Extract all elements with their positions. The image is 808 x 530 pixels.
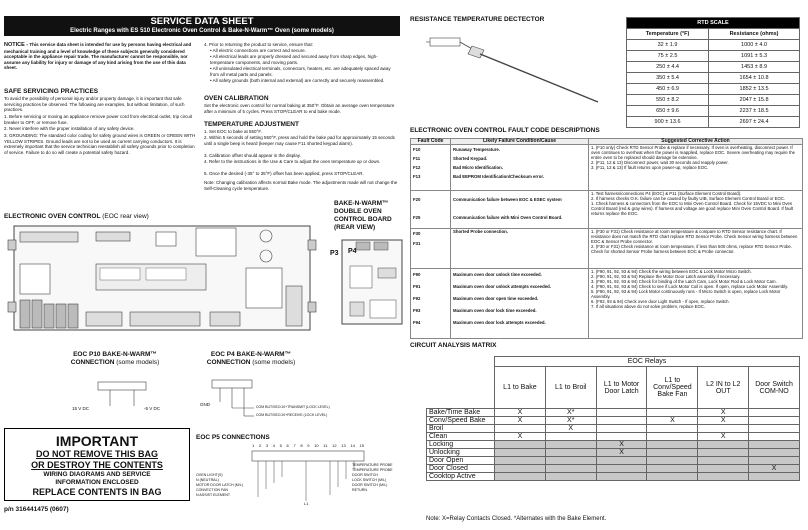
important-box <box>4 428 190 501</box>
p10-title: EOC P10 BAKE-N-WARM™ CONNECTION <box>70 351 157 366</box>
rtd-temp: 350 ± 5.4 <box>627 73 709 84</box>
double-oven-heading: BAKE-N-WARM™ DOUBLE OVEN CONTROL BOARD (REAR VIEW) <box>334 200 392 231</box>
safe-bullet-1: • All electric connections are correct and secure. <box>210 48 306 53</box>
rtd-temp: 650 ± 9.6 <box>627 106 709 117</box>
eoc-board-svg <box>6 224 318 332</box>
p10-diagram <box>70 370 180 420</box>
matrix-cell: X <box>596 449 647 457</box>
rtd-temp: 250 ± 4.4 <box>627 62 709 73</box>
matrix-cell <box>647 465 698 473</box>
p4-heading <box>196 351 306 367</box>
matrix-cell: X <box>698 433 749 441</box>
matrix-cell <box>495 465 546 473</box>
p4-line1-label: COM BUT/SEC/10+TRANSMIT (LOCK LEVEL) <box>256 405 330 409</box>
safe-item-1: 1. Before servicing or moving an appliance remove power cord from electrical outlet, trip circuit breaker to OFF, or remove fuse. <box>4 114 193 125</box>
matrix-cell <box>647 473 698 481</box>
safe-bullet-3: • All uninsulated electrical terminals, connectors, heaters, etc. are adequately spaced away from all metal parts and panels. <box>210 66 391 77</box>
p5-left-label: CONVECTION FAN <box>196 488 228 492</box>
p10-right-label: -5 V DC <box>144 406 161 411</box>
p5-heading: EOC P5 CONNECTIONS <box>196 434 270 441</box>
notice-block <box>4 42 198 71</box>
matrix-cell: X <box>647 417 698 425</box>
rtd-row <box>627 117 800 128</box>
fault-codes: F90 F91 F92 F93 F94 <box>411 269 451 339</box>
p4-diagram <box>198 370 336 424</box>
calibration-note: Note: Changing calibration affects normal Bake mode. The adjustments made will not change the Self-Cleaning cycle temperature. <box>204 180 398 191</box>
matrix-cell: X <box>545 425 596 433</box>
matrix-cell <box>647 441 698 449</box>
fault-col-cause: Likely Failure Condition/Cause <box>451 139 589 145</box>
matrix-cell <box>545 457 596 465</box>
fault-codes: F20 F25 <box>411 191 451 229</box>
matrix-cell <box>647 449 698 457</box>
fault-causes: Maximum oven door unlock time exceeded. Maximum oven door unlock attempts exceeded. Maximum oven door open time exceeded. Maximum oven door lock time exceeded. Maximum oven door lock attempts exceeded. <box>451 269 589 339</box>
rtd-row <box>627 73 800 84</box>
rtd-res: 2047 ± 15.8 <box>709 95 800 106</box>
matrix-cell <box>698 457 749 465</box>
fault-causes: Runaway Temperature. Shorted Keypad. Bad Micro Identification. Bad EEPROM Identification/Checksum error. <box>451 145 589 191</box>
rtd-row <box>627 62 800 73</box>
matrix-row <box>427 457 800 465</box>
fault-group-row <box>411 145 803 191</box>
matrix-col-header: L1 to Motor Door Latch <box>596 367 647 409</box>
p5-pin: 10 <box>314 443 319 448</box>
part-number: p/n 316441475 (0607) <box>4 506 69 513</box>
matrix-cell <box>749 457 800 465</box>
p5-pin: 7 <box>293 443 296 448</box>
p5-left-label: OVEN LIGHT(S) <box>196 473 223 477</box>
fault-causes: Communication failure between EOC & ESEC system Communication failure with Mini Oven Control Board. <box>451 191 589 229</box>
rtd-heading: RESISTANCE TEMPERATURE DECTECTOR <box>410 16 545 23</box>
matrix-col-header: L1 to Broil <box>545 367 596 409</box>
matrix-cell: X <box>698 417 749 425</box>
rtd-temp: 75 ± 2.5 <box>627 51 709 62</box>
safe-intro: To avoid the possibility of personal injury and/or property damage, it is important that safe servicing practices be observed. The following are examples, but without limitation, of such practices. <box>4 96 185 113</box>
calibration-step-3: 3. Calibration offset should appear in the display. <box>204 153 301 158</box>
calibration-step-4: 4. Refer to the instructions in the Use & Care to adjust the oven temperature up or down. <box>204 159 381 164</box>
matrix-cell <box>495 473 546 481</box>
rtd-row <box>627 106 800 117</box>
matrix-row-label: Door Closed <box>427 465 495 473</box>
p5-diagram <box>196 443 402 509</box>
circuit-matrix-table <box>426 356 800 481</box>
fault-group-row <box>411 269 803 339</box>
p5-pin: 2 <box>258 443 262 448</box>
rtd-res: 1091 ± 5.3 <box>709 51 800 62</box>
notice-text: This service data sheet is intended for use by persons having electrical and mechanical training and a level of knowledge of these subjects generally considered acceptable in the appliance repair trade. The manufacturer cannot be responsible, nor assume any liability for injury or damage of any kind arising from the use of this data sheet. <box>4 42 192 71</box>
fault-group-row <box>411 229 803 269</box>
matrix-row-label: Conv/Speed Bake <box>427 417 495 425</box>
matrix-cell <box>647 409 698 417</box>
matrix-row <box>427 417 800 425</box>
matrix-group-header: EOC Relays <box>495 357 800 367</box>
calibration-step-2: 2. Within 5 seconds of setting 550°F, press and hold the bake pad for approximately 15 seconds until a single beep is heard (keeper may cause F11 shorted keypad alarm). <box>204 135 395 146</box>
fault-action: 1. Test harness/connections P4 (EOC) & P11 (Surface Element Control Board). 2. If harness checks O.K. failure can be caused by faulty UIB, Surface Element Control Board or EOC. 1. Check harness & connectors from the EOC to Mini Oven Control Board. Check for 15VDC to Mini Oven Control Board (red & gray wires). If harness and voltage are good replace Mini Oven Control Board. If fault returns replace the EOC. <box>589 191 803 229</box>
safe-item-2: 2. Never interfere with the proper installation of any safety device. <box>4 126 135 131</box>
matrix-cell <box>596 465 647 473</box>
rtd-row <box>627 40 800 51</box>
matrix-cell <box>647 457 698 465</box>
matrix-row <box>427 409 800 417</box>
rtd-scale-table <box>626 17 800 128</box>
fault-col-action: Suggested Corrective Action <box>589 139 803 145</box>
matrix-cell <box>698 465 749 473</box>
matrix-cell <box>495 425 546 433</box>
matrix-cell <box>495 457 546 465</box>
p5-left-label: N (NEUTRAL) <box>196 478 219 482</box>
matrix-cell: X <box>495 433 546 441</box>
fault-codes: F10 F11 F12 F13 <box>411 145 451 191</box>
matrix-cell <box>596 417 647 425</box>
matrix-row <box>427 473 800 481</box>
p5-pin: 13 <box>341 443 346 448</box>
matrix-cell <box>698 425 749 433</box>
safe-item-3: 3. GROUNDING: The standard color coding for safety ground wires is GREEN or GREEN WITH YELLOW STRIPES. Ground leads are not to be used as current carrying conductors. It is extremely important that the service technician reestablish all safety grounds prior to completion of service. Failure to do so will create a potential safety hazard. <box>4 133 196 155</box>
matrix-cell <box>698 441 749 449</box>
rtd-temp: 550 ± 8.2 <box>627 95 709 106</box>
eoc-board-diagram <box>6 224 318 332</box>
p5-right-label: LOCK SWITCH (M/L) <box>352 478 387 482</box>
matrix-row-label: Clean <box>427 433 495 441</box>
p4-line2-label: COM BUT/SEC/10+RECEIVE (LOCK LEVEL) <box>256 413 328 417</box>
matrix-row <box>427 449 800 457</box>
matrix-cell: X <box>749 465 800 473</box>
important-title: IMPORTANT <box>55 433 139 449</box>
matrix-row-label: Unlocking <box>427 449 495 457</box>
p5-right-labels <box>352 463 402 493</box>
calibration-step-5: 5. Once the desired (-35° to 35°F) offset has been applied, press STOP/CLEAR. <box>204 171 364 176</box>
matrix-cell: X <box>596 441 647 449</box>
matrix-cell <box>545 473 596 481</box>
calibration-step-1: 1. Set EOC to bake at 550°F. <box>204 129 262 134</box>
p4-suffix: (some models) <box>252 359 296 366</box>
temp-adjust-heading: TEMPERATURE ADJUSTMENT <box>204 121 299 128</box>
matrix-cell <box>749 409 800 417</box>
matrix-cell <box>749 449 800 457</box>
matrix-cell <box>596 457 647 465</box>
fault-action: 1. (F90, 91, 92, 93 & 94) Check the wiring between EOC & Lock Motor Micro Switch. 2. (F90, 91, 92, 93 & 94) Replace the Motor Door Latch assembly if necessary. 3. (F90, 91, 92, 93 & 94) Check for binding of the Latch Cam, Lock Motor Rod & Lock Motor Cam. 4. (F90, 91, 92, 93 & 94) Check to see if Lock Motor Coil is open. If open, replace Lock Motor Assembly. 5. (F90, 91, 92, 93 & 94) Lock Motor continuously runs - If Micro Switch is open, replace Lock Motor Assembly. 6. (F92, 93 & 94) Check oven door Light Switch - If open, replace Switch. 7. If all situations above do not solve problem, replace EOC. <box>589 269 803 339</box>
notice-label: NOTICE - <box>4 42 29 48</box>
matrix-cell: X <box>495 417 546 425</box>
p5-pin: 14 <box>350 443 355 448</box>
p5-pin: 8 <box>300 443 303 448</box>
matrix-col-header: Door Switch COM-NO <box>749 367 800 409</box>
p5-right-label: TEMPERATURE PROBE <box>352 463 393 467</box>
matrix-cell: X <box>495 409 546 417</box>
p5-pin: 11 <box>323 443 328 448</box>
rtd-probe-drawing <box>418 28 608 108</box>
matrix-cell <box>545 433 596 441</box>
safe-item-4: 4. Prior to returning the product to service, ensure that: <box>204 42 314 47</box>
page-title: SERVICE DATA SHEET <box>4 16 400 27</box>
p5-left-label: MOTOR DOOR LATCH (M/L) <box>196 483 243 487</box>
p5-pin: 15 <box>359 443 364 448</box>
double-oven-board <box>330 236 406 328</box>
safe-bullet-4: • All safety grounds (both internal and external) are correctly and securely reassembled. <box>210 78 385 83</box>
p5-pin: 4 <box>272 443 275 448</box>
safe-bullet-2: • All electrical leads are properly dressed and secured away from sharp edges, high-temperature components, and moving parts. <box>210 54 378 65</box>
p5-pin: 1 <box>252 443 255 448</box>
p5-l1-label: L1 <box>304 501 309 506</box>
rtd-res: 2237 ± 18.5 <box>709 106 800 117</box>
p5-pin: 9 <box>307 443 310 448</box>
matrix-row-label: Locking <box>427 441 495 449</box>
fault-codes: F30 F31 <box>411 229 451 269</box>
rtd-col-temp: Temperature (°F) <box>627 29 709 40</box>
rtd-temp: 450 ± 6.9 <box>627 84 709 95</box>
matrix-cell <box>545 449 596 457</box>
rtd-res: 1453 ± 8.9 <box>709 62 800 73</box>
p5-right-label: DOOR SWITCH (M/L) RETURN <box>352 483 388 492</box>
matrix-cell <box>495 441 546 449</box>
matrix-cell <box>545 441 596 449</box>
matrix-row <box>427 465 800 473</box>
eoc-heading-suffix: (EOC rear view) <box>102 213 149 220</box>
important-line4: INFORMATION ENCLOSED <box>55 479 139 486</box>
fault-action: 1. (F30 or F31) Check resistance at room temperature & compare to RTD Sensor resistance chart. If resistance does not match the RTD chart replace RTD Sensor Probe. Check Sensor wiring harness between EOC & Sensor Probe connector. 2. (F30 or F31) Check resistance at room temperature, if less than 500 ohms, replace RTD Sensor Probe. Check for shorted Sensor Probe harness between EOC & Probe connector. <box>589 229 803 269</box>
matrix-cell: X* <box>545 409 596 417</box>
double-oven-board-svg <box>330 236 406 328</box>
matrix-row <box>427 433 800 441</box>
p5-left-labels <box>196 473 256 498</box>
rtd-temp: 900 ± 13.6 <box>627 117 709 128</box>
p10-svg <box>70 370 180 420</box>
p10-heading <box>60 351 170 367</box>
matrix-cell <box>749 441 800 449</box>
matrix-cell <box>596 433 647 441</box>
eoc-heading-text: ELECTRONIC OVEN CONTROL <box>4 213 101 220</box>
rtd-res: 1852 ± 13.5 <box>709 84 800 95</box>
important-line1: DO NOT REMOVE THIS BAG <box>35 449 158 459</box>
matrix-cell <box>495 449 546 457</box>
matrix-cell <box>647 433 698 441</box>
rtd-probe-svg <box>418 28 608 108</box>
p5-left-label: N ASSIST ELEMENT <box>196 493 231 497</box>
matrix-cell <box>698 449 749 457</box>
p5-pin: 3 <box>265 443 269 448</box>
p5-pin-numbers <box>252 443 364 448</box>
important-line2: OR DESTROY THE CONTENTS <box>31 460 163 470</box>
matrix-col-header: L1 to Conv/Speed Bake Fan <box>647 367 698 409</box>
matrix-col-header: L2 IN to L2 OUT <box>698 367 749 409</box>
fault-group-row <box>411 191 803 229</box>
matrix-note: Note: X=Relay Contacts Closed. *Alternates with the Bake Element. <box>426 516 607 522</box>
fault-table <box>410 138 803 339</box>
matrix-row-label: Cooktop Active <box>427 473 495 481</box>
rtd-row <box>627 51 800 62</box>
matrix-cell <box>749 417 800 425</box>
p3-label: P3 <box>330 250 339 257</box>
eoc-heading <box>4 213 149 220</box>
matrix-row-label: Door Open <box>427 457 495 465</box>
calibration-heading: OVEN CALIBRATION <box>204 95 269 102</box>
matrix-row <box>427 441 800 449</box>
matrix-cell: X <box>698 409 749 417</box>
matrix-cell <box>545 465 596 473</box>
matrix-heading: CIRCUIT ANALYSIS MATRIX <box>410 342 497 349</box>
p10-left-label: 15 V DC <box>72 406 90 411</box>
p5-right-label: TEMPERATURE PROBE <box>352 468 393 472</box>
fault-heading: ELECTRONIC OVEN CONTROL FAULT CODE DESCRIPTIONS <box>410 127 600 134</box>
rtd-row <box>627 95 800 106</box>
matrix-cell <box>749 433 800 441</box>
rtd-res: 1000 ± 4.0 <box>709 40 800 51</box>
matrix-cell: X* <box>545 417 596 425</box>
important-line5: REPLACE CONTENTS IN BAG <box>32 487 162 497</box>
matrix-row-label: Broil <box>427 425 495 433</box>
page-subtitle: Electric Ranges with ES 510 Electronic Oven Control & Bake-N-Warm™ Oven (some models) <box>4 27 400 36</box>
rtd-scale-title: RTD SCALE <box>627 18 800 29</box>
p4-gnd-label: GND <box>200 402 210 407</box>
matrix-row-label: Bake/Time Bake <box>427 409 495 417</box>
important-line3: WIRING DIAGRAMS AND SERVICE <box>43 471 151 478</box>
rtd-temp: 32 ± 1.9 <box>627 40 709 51</box>
matrix-cell <box>596 473 647 481</box>
p10-suffix: (some models) <box>116 359 160 366</box>
p4-label: P4 <box>348 248 357 255</box>
matrix-cell <box>647 425 698 433</box>
matrix-cell <box>749 473 800 481</box>
fault-action: 1. (F10 only) Check RTD Sensor Probe & replace if necessary. If oven is overheating, disconnect power. If oven continues to overheat when the power is reapplied, replace EOC. Severe overheating may require the entire oven to be replaced should damage be extensive. 2. (F11, 12 & 13) Disconnect power, wait 30 seconds and reapply power. 3. (F11, 12 & 13) If fault returns upon power-up, replace EOC. <box>589 145 803 191</box>
matrix-cell <box>749 425 800 433</box>
p5-pin: 5 <box>279 443 282 448</box>
p4-title: EOC P4 BAKE-N-WARM™ CONNECTION <box>206 351 292 366</box>
fault-col-code: Fault Code <box>411 139 451 145</box>
rtd-res: 2697 ± 24.4 <box>709 117 800 128</box>
p5-pin: 12 <box>332 443 337 448</box>
rtd-col-res: Resistance (ohms) <box>709 29 800 40</box>
matrix-row <box>427 425 800 433</box>
matrix-cell <box>596 409 647 417</box>
p5-right-label: DOOR SWITCH <box>352 473 378 477</box>
rtd-row <box>627 84 800 95</box>
fault-causes: Shorted Probe connection. <box>451 229 589 269</box>
matrix-cell <box>698 473 749 481</box>
rtd-res: 1654 ± 10.8 <box>709 73 800 84</box>
matrix-col-header: L1 to Bake <box>495 367 546 409</box>
safe-heading: SAFE SERVICING PRACTICES <box>4 88 99 95</box>
matrix-cell <box>596 425 647 433</box>
calibration-text: Set the electronic oven control for normal baking at 350°F. Obtain an average oven temperature after a minimum of 5 cycles. Press STOP/CLEAR to end bake mode. <box>204 103 395 114</box>
p5-pin: 6 <box>286 443 289 448</box>
